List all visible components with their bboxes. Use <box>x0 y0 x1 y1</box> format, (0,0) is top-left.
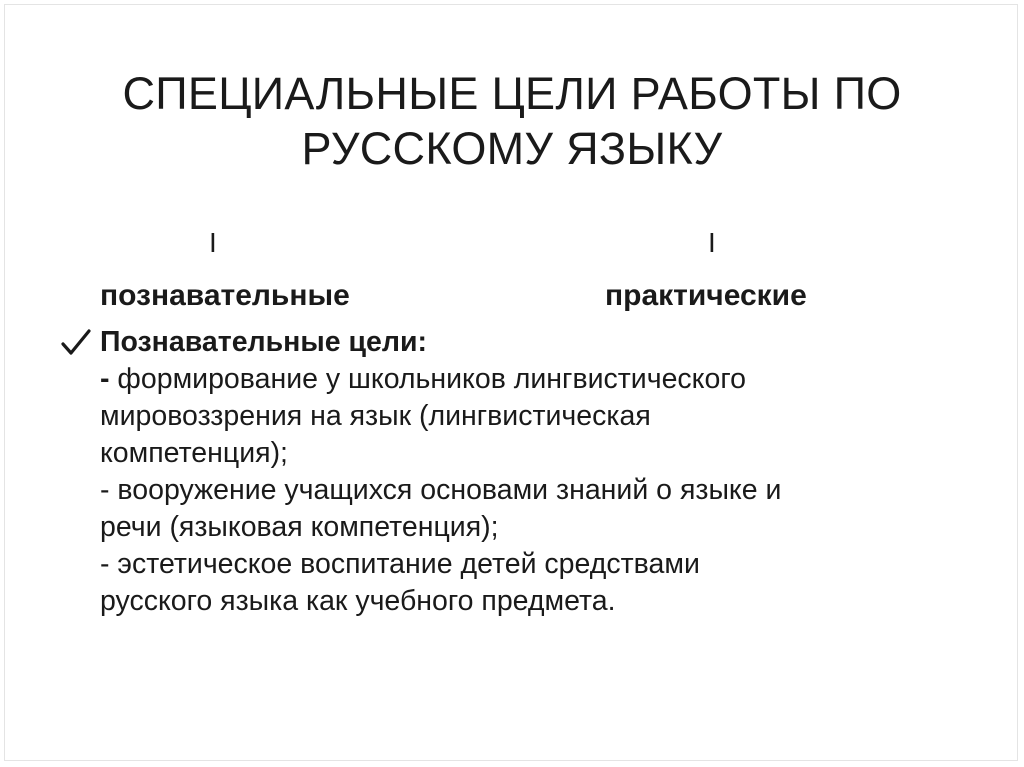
divider-marker-left: I <box>209 227 217 258</box>
goal-item-3-dash: - <box>100 548 110 580</box>
goal-item-2-line-1 <box>100 472 980 509</box>
goal-item-1-line-2: мировоззрения на язык (лингвистическая <box>100 400 651 432</box>
slide-title-line-1: СПЕЦИАЛЬНЫЕ ЦЕЛИ РАБОТЫ ПО <box>122 68 902 120</box>
goal-item-1-line-1 <box>100 361 980 398</box>
goal-item-3-line-1 <box>100 546 980 583</box>
checkmark-icon <box>60 328 92 358</box>
goal-item-2-dash: - <box>100 474 110 506</box>
goal-item-3-line-2: русского языка как учебного предмета. <box>100 585 616 617</box>
divider-marker-right: I <box>708 227 716 258</box>
cognitive-goals-list <box>100 324 980 620</box>
goals-heading: Познавательные цели: <box>100 326 427 358</box>
slide-title <box>60 66 964 176</box>
goal-item-2-line-2: речи (языковая компетенция); <box>100 511 499 543</box>
category-practical: практические <box>605 279 807 312</box>
goal-item-1-dash: - <box>100 363 110 395</box>
goal-item-1-text-1: формирование у школьников лингвистического <box>109 363 746 395</box>
category-cognitive: познавательные <box>100 279 350 312</box>
slide-title-line-2: РУССКОМУ ЯЗЫКУ <box>301 123 723 175</box>
goal-item-3-text-1: эстетическое воспитание детей средствами <box>109 548 700 580</box>
goal-item-2-text-1: вооружение учащихся основами знаний о языке и <box>109 474 782 506</box>
goal-item-1-line-3: компетенция); <box>100 437 288 469</box>
